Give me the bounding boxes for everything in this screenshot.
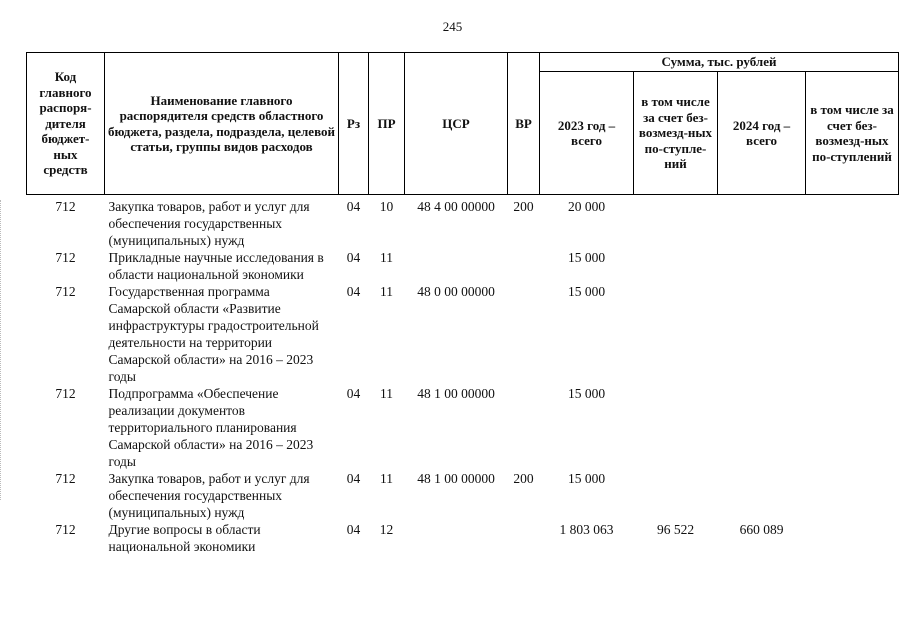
table-row bbox=[27, 283, 899, 385]
scan-artifact bbox=[0, 200, 4, 500]
cell-rz: 04 bbox=[346, 522, 361, 537]
cell-2024-free bbox=[806, 470, 899, 521]
cell-2024-free bbox=[806, 195, 899, 250]
cell-pr: 12 bbox=[379, 522, 394, 537]
cell-rz: 04 bbox=[346, 386, 361, 401]
cell-2024-total bbox=[718, 195, 806, 250]
cell-kod: 712 bbox=[55, 471, 76, 486]
cell-2024-free bbox=[806, 385, 899, 470]
cell-kod: 712 bbox=[55, 386, 76, 401]
cell-csr: 48 0 00 00000 bbox=[417, 284, 495, 299]
header-kod: Код главного распоря-дителя бюджет-ных средств bbox=[27, 53, 105, 195]
cell-2023-total: 15 000 bbox=[567, 471, 606, 486]
cell-2023-free: 96 522 bbox=[656, 522, 695, 537]
cell-name: Государственная программа Самарской области «Развитие инфраструктуры градостроительной деятельности на территории Самарской области» на 2016 – 2023 годы bbox=[108, 284, 319, 384]
page-number: 245 bbox=[442, 19, 463, 34]
cell-2024-total bbox=[718, 249, 806, 283]
header-vr: ВР bbox=[508, 53, 540, 195]
cell-name: Прикладные научные исследования в области национальной экономики bbox=[108, 250, 324, 282]
cell-2023-total: 1 803 063 bbox=[559, 522, 614, 537]
cell-2024-free bbox=[806, 521, 899, 555]
cell-2023-free bbox=[634, 195, 718, 250]
cell-vr bbox=[508, 283, 540, 385]
table-header-row bbox=[27, 53, 899, 72]
cell-kod: 712 bbox=[55, 250, 76, 265]
table-row bbox=[27, 521, 899, 555]
header-csr: ЦСР bbox=[405, 53, 508, 195]
header-name: Наименование главного распорядителя средств областного бюджета, раздела, подраздела, целевой статьи, группы видов расходов bbox=[105, 53, 339, 195]
header-2024-total: 2024 год – всего bbox=[718, 72, 806, 195]
cell-2023-total: 15 000 bbox=[567, 284, 606, 299]
cell-2024-total bbox=[718, 470, 806, 521]
cell-2024-free bbox=[806, 283, 899, 385]
budget-table bbox=[26, 52, 899, 555]
header-pr: ПР bbox=[369, 53, 405, 195]
cell-rz: 04 bbox=[346, 250, 361, 265]
cell-pr: 11 bbox=[380, 284, 393, 299]
table-row bbox=[27, 249, 899, 283]
cell-2023-free bbox=[634, 385, 718, 470]
header-rz: Рз bbox=[339, 53, 369, 195]
cell-2023-total: 15 000 bbox=[567, 250, 606, 265]
cell-vr bbox=[508, 521, 540, 555]
cell-2024-total: 660 089 bbox=[739, 522, 784, 537]
header-sum-group: Сумма, тыс. рублей bbox=[540, 53, 899, 72]
table-row bbox=[27, 470, 899, 521]
table-row bbox=[27, 385, 899, 470]
cell-csr: 48 4 00 00000 bbox=[417, 199, 495, 214]
cell-2023-total: 15 000 bbox=[567, 386, 606, 401]
cell-pr: 11 bbox=[380, 386, 393, 401]
cell-name: Подпрограмма «Обеспечение реализации документов территориального планирования Самарской области» на 2016 – 2023 годы bbox=[108, 386, 314, 469]
cell-rz: 04 bbox=[346, 199, 361, 214]
cell-name: Другие вопросы в области национальной экономики bbox=[108, 522, 261, 554]
cell-kod: 712 bbox=[55, 199, 76, 214]
cell-pr: 10 bbox=[379, 199, 394, 214]
cell-csr bbox=[405, 249, 508, 283]
cell-csr: 48 1 00 00000 bbox=[417, 471, 495, 486]
cell-2024-total bbox=[718, 283, 806, 385]
cell-vr: 200 bbox=[513, 199, 534, 214]
table-row bbox=[27, 195, 899, 250]
cell-name: Закупка товаров, работ и услуг для обеспечения государственных (муниципальных) нужд bbox=[108, 471, 310, 520]
cell-csr: 48 1 00 00000 bbox=[417, 386, 495, 401]
cell-name: Закупка товаров, работ и услуг для обеспечения государственных (муниципальных) нужд bbox=[108, 199, 310, 248]
cell-rz: 04 bbox=[346, 284, 361, 299]
cell-2024-free bbox=[806, 249, 899, 283]
cell-rz: 04 bbox=[346, 471, 361, 486]
cell-vr bbox=[508, 249, 540, 283]
cell-csr bbox=[405, 521, 508, 555]
cell-pr: 11 bbox=[380, 471, 393, 486]
header-2023-total: 2023 год – всего bbox=[540, 72, 634, 195]
header-2024-free: в том числе за счет без-возмезд-ных по-ступлений bbox=[806, 72, 899, 195]
header-2023-free: в том числе за счет без-возмезд-ных по-ступле-ний bbox=[634, 72, 718, 195]
cell-2023-free bbox=[634, 283, 718, 385]
cell-2023-free bbox=[634, 249, 718, 283]
cell-pr: 11 bbox=[380, 250, 393, 265]
cell-vr: 200 bbox=[513, 471, 534, 486]
cell-kod: 712 bbox=[55, 522, 76, 537]
cell-2023-free bbox=[634, 470, 718, 521]
cell-vr bbox=[508, 385, 540, 470]
cell-2023-total: 20 000 bbox=[567, 199, 606, 214]
cell-kod: 712 bbox=[55, 284, 76, 299]
cell-2024-total bbox=[718, 385, 806, 470]
